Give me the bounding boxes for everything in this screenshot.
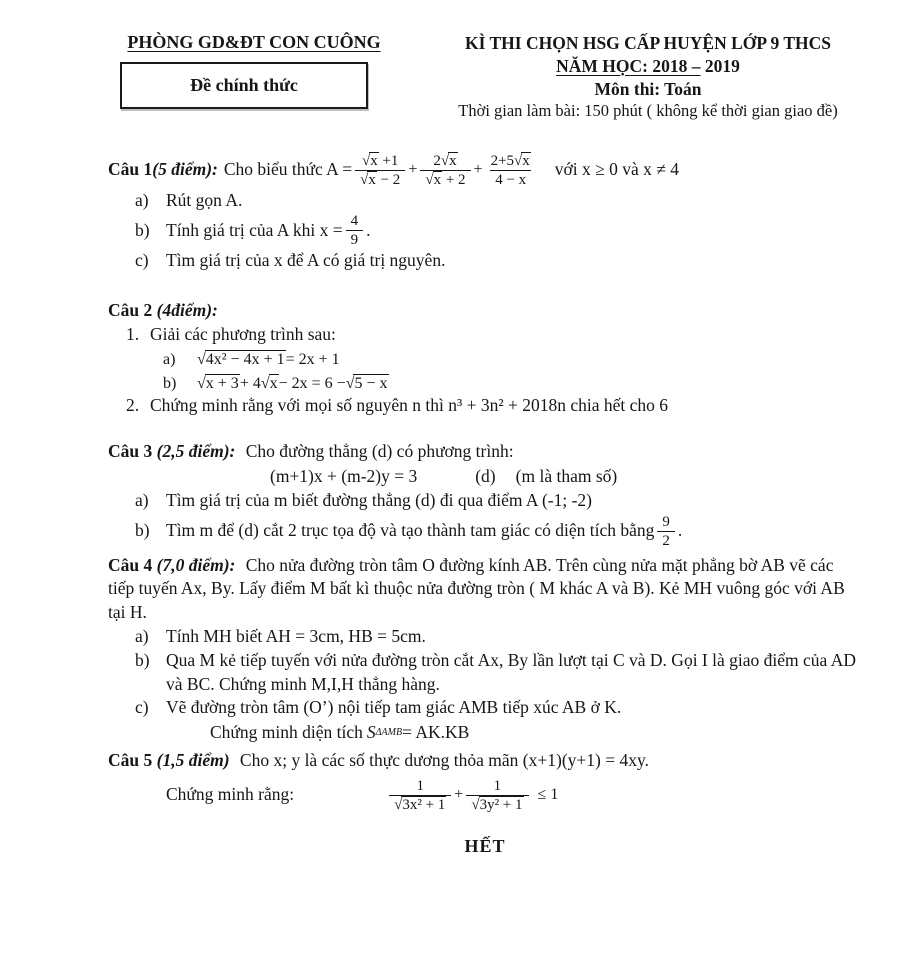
question-1-points: (5 điểm): xyxy=(152,159,218,180)
numerator-pre: 2 xyxy=(433,152,441,169)
question-4a xyxy=(135,625,862,649)
sqrt-sign: √ xyxy=(425,171,434,188)
item-text: Tìm giá trị của x để A có giá trị nguyên. xyxy=(166,250,446,271)
sqrt-expression xyxy=(394,797,446,813)
sqrt-sign: √ xyxy=(197,374,206,392)
denominator: 9 xyxy=(346,230,364,249)
item-marker: c) xyxy=(135,697,149,718)
question-4-intro: Cho nửa đường tròn tâm O đường kính AB. Trên cùng nửa mặt phẳng bờ AB vẽ các tiếp tuyến Ax, By. Lấy điểm M bất kì thuộc nửa đường tròn ( M khác A và B). Kẻ MH vuông góc với AB tại H. xyxy=(108,554,845,623)
question-5-heading xyxy=(108,749,862,773)
official-exam-label: Đề chính thức xyxy=(190,75,298,95)
question-1-expression xyxy=(352,152,539,189)
equation-mid: − 2x = 6 − xyxy=(278,374,346,392)
item-text: Rút gọn A. xyxy=(166,189,243,210)
radicand: x xyxy=(370,152,378,169)
sqrt-sign: √ xyxy=(360,171,369,188)
radicand: x xyxy=(368,171,376,188)
sqrt-expression xyxy=(471,797,523,813)
fraction-3 xyxy=(486,152,536,189)
denominator: 4 − x xyxy=(490,170,531,189)
area-symbol: S xyxy=(366,722,376,743)
equation-d-label: (d) xyxy=(475,465,496,486)
numerator xyxy=(357,152,403,170)
fraction-left xyxy=(389,777,451,814)
sqrt-sign: √ xyxy=(440,152,450,169)
sqrt-expression xyxy=(346,373,389,395)
sqrt-expression xyxy=(197,349,286,371)
inequality-rhs: ≤ 1 xyxy=(537,786,559,804)
question-1-label: Câu 1 xyxy=(108,159,153,180)
question-1-heading xyxy=(108,152,862,189)
question-4-proof-line xyxy=(210,721,862,745)
plus-sign: + xyxy=(408,161,418,179)
sqrt-expression xyxy=(425,172,442,188)
denominator-rest: − 2 xyxy=(376,171,401,188)
question-4c xyxy=(135,696,862,720)
item-marker: b) xyxy=(135,220,150,241)
question-4b xyxy=(135,649,862,697)
fraction-9-2 xyxy=(657,513,675,550)
equation-rest: = 2x + 1 xyxy=(285,350,340,368)
area-subscript: ΔAMB xyxy=(375,727,403,739)
radicand: x + 3 xyxy=(205,374,239,392)
proof-equality: = AK.KB xyxy=(402,722,470,743)
question-2 xyxy=(108,299,862,418)
item-text: Tìm m để (d) cắt 2 trục tọa độ và tạo thành tam giác có diện tích bằng xyxy=(166,520,655,541)
numerator: 4 xyxy=(350,213,359,230)
item-marker: a) xyxy=(135,625,149,646)
question-1-condition: với x ≥ 0 và x ≠ 4 xyxy=(554,159,679,180)
sqrt-expression xyxy=(197,373,240,395)
prove-label: Chứng minh rằng: xyxy=(166,784,295,805)
denominator-rest: + 2 xyxy=(442,171,466,188)
radicand: x xyxy=(449,152,457,169)
question-2-item-2 xyxy=(126,394,862,418)
numerator-pre: 2+5 xyxy=(490,152,515,169)
question-2-heading xyxy=(108,299,862,323)
document-header xyxy=(0,32,908,122)
radicand: 3y² + 1 xyxy=(479,796,523,813)
end-of-exam-marker: HẾT xyxy=(464,835,506,856)
question-3 xyxy=(108,440,862,549)
exam-title: KÌ THI CHỌN HSG CẤP HUYỆN LỚP 9 THCS xyxy=(465,33,831,53)
proof-text: Chứng minh diện tích xyxy=(210,722,363,743)
question-5 xyxy=(108,749,862,814)
radicand: x xyxy=(522,152,530,169)
radicand: 4x² − 4x + 1 xyxy=(205,350,285,368)
radicand: 5 − x xyxy=(354,374,388,392)
item-marker: b) xyxy=(163,374,177,392)
item-text: Qua M kẻ tiếp tuyến với nửa đường tròn cắt Ax, By lần lượt tại C và D. Gọi I là giao điểm của AD và BC. Chứng minh M,I,H thẳng hàng. xyxy=(166,649,856,694)
question-3-intro: Cho đường thẳng (d) có phương trình: xyxy=(245,441,514,462)
denominator: 2 xyxy=(657,531,675,550)
item-text-after: . xyxy=(366,220,371,241)
fraction-1 xyxy=(355,152,405,189)
sqrt-expression xyxy=(261,373,279,395)
question-3-label: Câu 3 xyxy=(108,441,153,462)
question-5-intro: Cho x; y là các số thực dương thỏa mãn (x+1)(y+1) = 4xy. xyxy=(239,749,649,770)
question-2-item-1 xyxy=(126,323,862,347)
item-text-after: . xyxy=(677,520,683,541)
question-4-heading-paragraph xyxy=(108,554,862,625)
denominator xyxy=(420,170,470,189)
question-1c xyxy=(135,249,862,273)
question-4-points: (7,0 điểm): xyxy=(152,554,236,575)
radicand: x xyxy=(433,171,442,188)
item-text: Tính MH biết AH = 3cm, HB = 5cm. xyxy=(166,625,426,646)
numerator-rest: +1 xyxy=(378,152,399,169)
question-4 xyxy=(108,554,862,745)
organization-name: PHÒNG GD&ĐT CON CUÔNG xyxy=(127,32,381,52)
item-text: Giải các phương trình sau: xyxy=(150,324,336,345)
question-3b xyxy=(135,513,862,550)
sqrt-expression xyxy=(362,153,379,169)
plus-sign: + xyxy=(473,161,483,179)
item-text: Tính giá trị của A khi x = xyxy=(166,220,343,241)
question-1-intro: Cho biểu thức A = xyxy=(223,159,353,180)
sqrt-expression xyxy=(360,172,377,188)
sqrt-expression xyxy=(514,153,531,169)
question-3a xyxy=(135,489,862,513)
denominator xyxy=(389,795,451,814)
question-3-equation-line xyxy=(270,465,862,489)
sqrt-sign: √ xyxy=(361,152,371,169)
radicand: 3x² + 1 xyxy=(402,796,446,813)
fraction-2 xyxy=(420,152,470,189)
parameter-note: (m là tham số) xyxy=(515,465,618,486)
numerator xyxy=(486,152,536,170)
sqrt-sign: √ xyxy=(197,350,206,368)
header-right-column xyxy=(408,32,888,122)
header-left-column xyxy=(104,32,404,109)
line-equation: (m+1)x + (m-2)y = 3 xyxy=(270,465,418,486)
item-marker: a) xyxy=(163,350,176,368)
question-2-points: (4điểm): xyxy=(152,300,218,321)
sqrt-expression xyxy=(441,153,458,169)
sqrt-sign: √ xyxy=(514,152,523,169)
question-5-points: (1,5 điểm) xyxy=(152,749,230,770)
question-2-label: Câu 2 xyxy=(108,300,153,321)
item-marker: b) xyxy=(135,520,150,541)
question-1a xyxy=(135,189,862,213)
question-5-proof-line xyxy=(108,777,862,814)
school-year-line xyxy=(408,55,888,78)
item-marker: a) xyxy=(135,189,149,210)
item-marker: b) xyxy=(135,649,150,670)
sqrt-sign: √ xyxy=(345,374,355,392)
question-4-label: Câu 4 xyxy=(108,554,153,575)
numerator: 1 xyxy=(416,777,424,794)
sqrt-sign: √ xyxy=(394,796,403,813)
equation-mid: + 4 xyxy=(239,374,261,392)
denominator xyxy=(355,170,405,189)
item-marker: c) xyxy=(135,250,149,271)
question-5-inequality xyxy=(386,777,558,814)
numerator: 1 xyxy=(493,777,502,794)
exam-subject: Môn thi: Toán xyxy=(594,78,702,99)
item-text: Tìm giá trị của m biết đường thẳng (d) đi qua điểm A (-1; -2) xyxy=(166,489,593,510)
exam-body xyxy=(0,152,908,859)
question-3-points: (2,5 điểm): xyxy=(152,441,236,462)
denominator xyxy=(466,795,528,814)
plus-sign: + xyxy=(454,786,464,804)
official-exam-box xyxy=(120,62,368,109)
item-marker: a) xyxy=(135,489,149,510)
school-year-rest: 2019 xyxy=(700,55,740,76)
item-marker: 2. xyxy=(126,395,140,416)
question-3-heading xyxy=(108,440,862,464)
fraction-4-9 xyxy=(346,212,364,249)
item-text: Vẽ đường tròn tâm (O’) nội tiếp tam giác AMB tiếp xúc AB ở K. xyxy=(166,697,622,718)
sqrt-sign: √ xyxy=(471,796,480,813)
item-marker: 1. xyxy=(126,324,140,345)
question-1b xyxy=(135,212,862,249)
school-year-underlined: NĂM HỌC: 2018 – xyxy=(556,55,701,76)
fraction-right xyxy=(466,777,528,814)
numerator xyxy=(428,152,462,170)
question-5-label: Câu 5 xyxy=(108,749,153,770)
numerator: 9 xyxy=(662,513,670,530)
question-2-equation-a xyxy=(163,349,862,371)
exam-duration: Thời gian làm bài: 150 phút ( không kể thời gian giao đề) xyxy=(458,101,838,121)
question-2-equation-b xyxy=(163,373,862,395)
sqrt-sign: √ xyxy=(260,374,270,392)
item-text: Chứng minh rằng với mọi số nguyên n thì n³ + 3n² + 2018n chia hết cho 6 xyxy=(150,395,669,416)
radicand: x xyxy=(269,374,278,392)
